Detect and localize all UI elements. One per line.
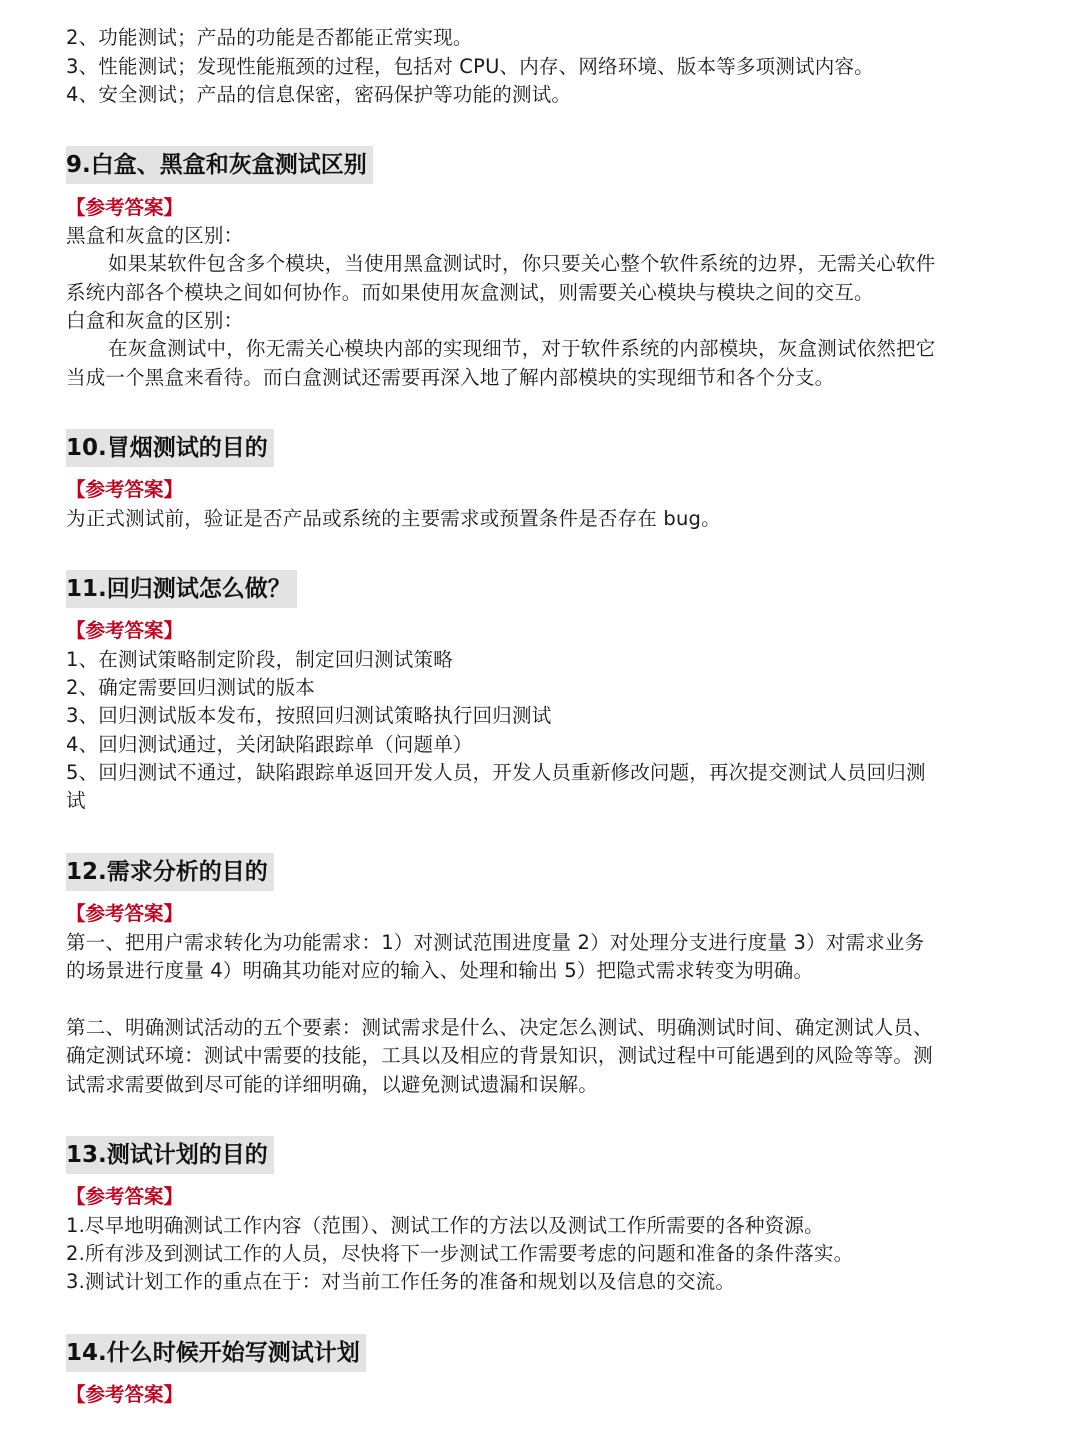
paragraph-line: 白盒和灰盒的区别： (66, 309, 244, 332)
paragraph-line: 的场景进行度量 4）明确其功能对应的输入、处理和输出 5）把隐式需求转变为明确。 (66, 959, 814, 982)
list-item: 4、回归测试通过，关闭缺陷跟踪单（问题单） (66, 733, 473, 756)
list-item: 试 (66, 789, 86, 812)
section-heading-q11: 11.回归测试怎么做？ (66, 570, 297, 608)
paragraph-line: 为正式测试前，验证是否产品或系统的主要需求或预置条件是否存在 bug。 (66, 507, 721, 530)
answer-label: 【参考答案】 (66, 902, 184, 925)
list-item: 3、性能测试；发现性能瓶颈的过程，包括对 CPU、内存、网络环境、版本等多项测试内容。 (66, 55, 874, 78)
answer-label: 【参考答案】 (66, 1185, 184, 1208)
paragraph-line: 当成一个黑盒来看待。而白盒测试还需要再深入地了解内部模块的实现细节和各个分支。 (66, 366, 835, 389)
paragraph-line: 第二、明确测试活动的五个要素：测试需求是什么、决定怎么测试、明确测试时间、确定测试人员、 (66, 1016, 933, 1039)
list-item: 3.测试计划工作的重点在于：对当前工作任务的准备和规划以及信息的交流。 (66, 1270, 736, 1293)
list-item: 2.所有涉及到测试工作的人员，尽快将下一步测试工作需要考虑的问题和准备的条件落实。 (66, 1242, 854, 1265)
list-item: 2、功能测试；产品的功能是否都能正常实现。 (66, 26, 473, 49)
paragraph-line: 确定测试环境：测试中需要的技能，工具以及相应的背景知识，测试过程中可能遇到的风险等等。测 (66, 1044, 933, 1067)
paragraph-line: 黑盒和灰盒的区别： (66, 224, 244, 247)
section-heading-q13: 13.测试计划的目的 (66, 1136, 274, 1174)
list-item: 2、确定需要回归测试的版本 (66, 676, 316, 699)
answer-label: 【参考答案】 (66, 1383, 184, 1406)
paragraph-line: 系统内部各个模块之间如何协作。而如果使用灰盒测试，则需要关心模块与模块之间的交互。 (66, 281, 874, 304)
list-item: 1、在测试策略制定阶段，制定回归测试策略 (66, 648, 453, 671)
section-heading-q12: 12.需求分析的目的 (66, 853, 274, 891)
list-item: 3、回归测试版本发布，按照回归测试策略执行回归测试 (66, 704, 552, 727)
section-heading-q10: 10.冒烟测试的目的 (66, 429, 274, 467)
section-heading-q9: 9.白盒、黑盒和灰盒测试区别 (66, 146, 373, 184)
paragraph-line: 在灰盒测试中，你无需关心模块内部的实现细节，对于软件系统的内部模块，灰盒测试依然把它 (108, 337, 936, 360)
paragraph-line: 试需求需要做到尽可能的详细明确，以避免测试遗漏和误解。 (66, 1073, 598, 1096)
list-item: 1.尽早地明确测试工作内容（范围）、测试工作的方法以及测试工作所需要的各种资源。 (66, 1214, 824, 1237)
paragraph-line: 如果某软件包含多个模块，当使用黑盒测试时，你只要关心整个软件系统的边界，无需关心软件 (108, 252, 936, 275)
answer-label: 【参考答案】 (66, 619, 184, 642)
answer-label: 【参考答案】 (66, 478, 184, 501)
section-heading-q14: 14.什么时候开始写测试计划 (66, 1334, 366, 1372)
list-item: 4、安全测试；产品的信息保密，密码保护等功能的测试。 (66, 83, 572, 106)
paragraph-line: 第一、把用户需求转化为功能需求：1）对测试范围进度量 2）对处理分支进行度量 3）对需求业务 (66, 931, 925, 954)
answer-label: 【参考答案】 (66, 196, 184, 219)
list-item: 5、回归测试不通过，缺陷跟踪单返回开发人员，开发人员重新修改问题，再次提交测试人员回归测 (66, 761, 926, 784)
